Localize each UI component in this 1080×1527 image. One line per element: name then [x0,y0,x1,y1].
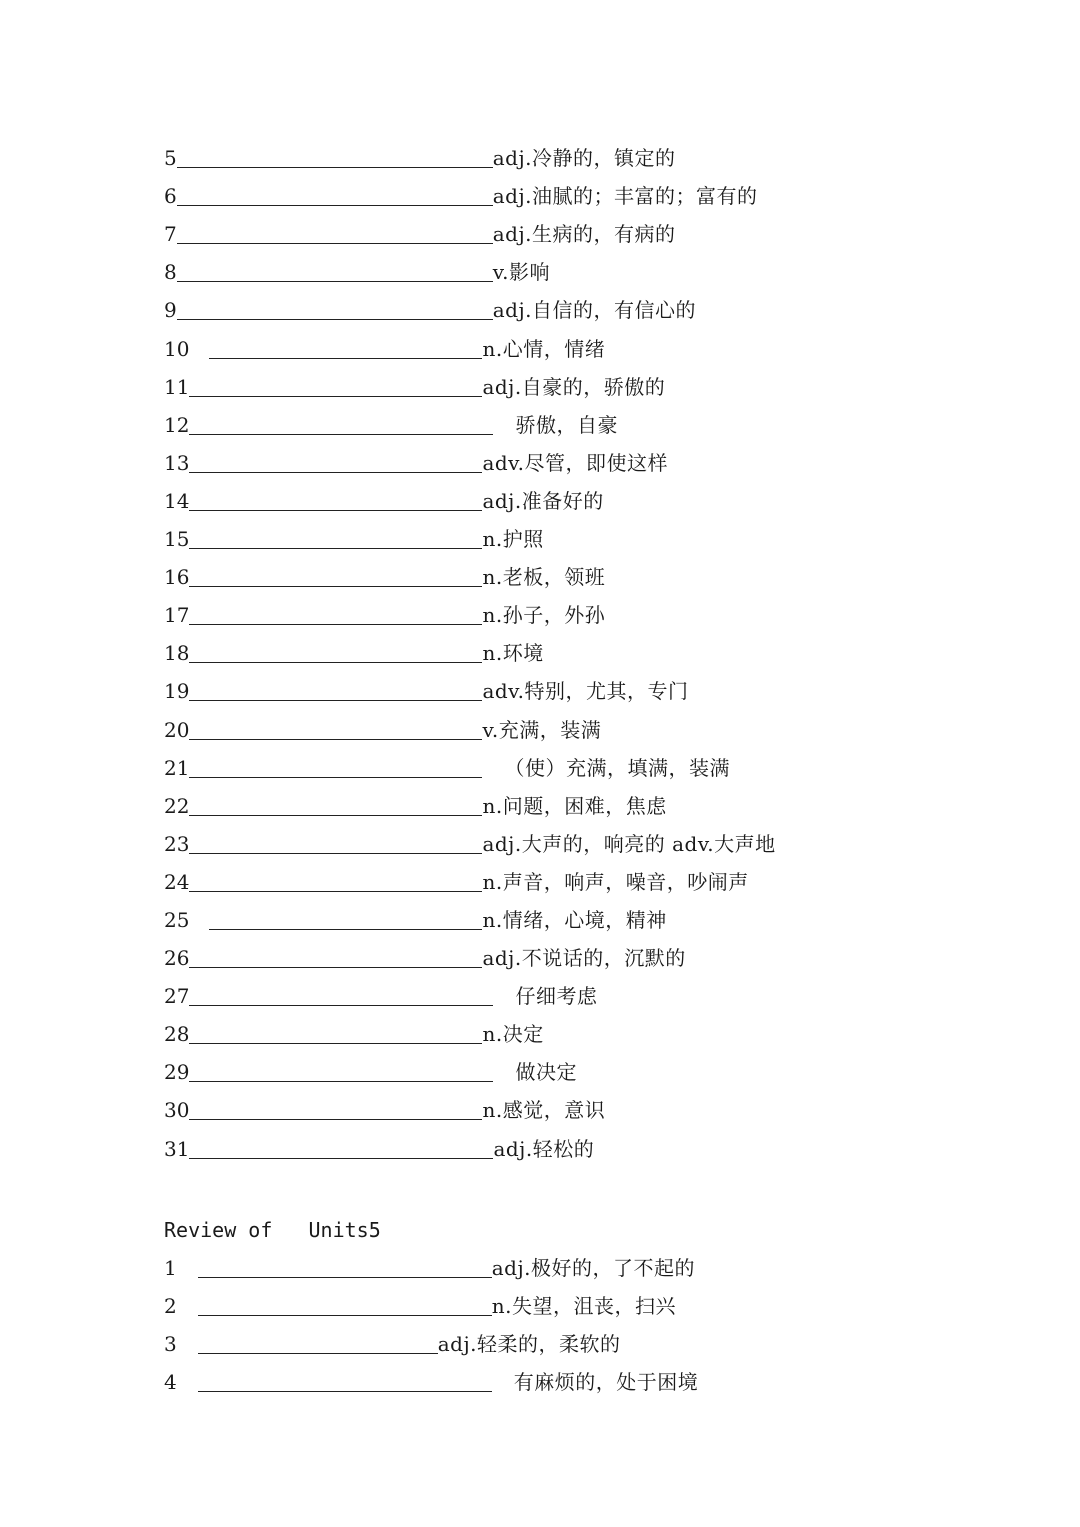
item-number: 23 [164,831,190,856]
answer-blank[interactable] [198,1289,492,1316]
item-definition: adj.大声的，响亮的 adv.大声地 [482,831,776,856]
item-number: 15 [164,527,190,552]
answer-blank[interactable] [177,179,493,206]
item-number: 21 [164,755,190,780]
answer-blank[interactable] [189,522,482,549]
answer-blank[interactable] [189,827,482,854]
answer-blank[interactable] [189,979,493,1006]
vocab-item-11 [164,365,924,403]
answer-blank[interactable] [177,141,493,168]
answer-blank[interactable] [189,1132,493,1159]
vocab-item-19 [164,669,924,707]
item-number: 8 [164,260,177,285]
answer-blank[interactable] [189,865,482,892]
vocab-item-26 [164,936,924,974]
answer-blank[interactable] [189,484,482,511]
review-item-1 [164,1246,924,1284]
item-number: 1 [164,1256,177,1281]
vocab-item-25 [164,898,924,936]
item-number: 6 [164,184,177,209]
item-number: 13 [164,450,190,475]
review-item-4 [164,1360,924,1398]
vocab-item-29 [164,1050,924,1088]
answer-blank[interactable] [198,1327,438,1354]
vocab-item-16 [164,555,924,593]
answer-blank[interactable] [189,636,482,663]
vocab-item-8 [164,250,924,288]
item-number: 27 [164,984,190,1009]
answer-blank[interactable] [189,598,482,625]
review-item-3 [164,1322,924,1360]
item-number: 29 [164,1060,190,1085]
item-definition: adj.极好的，了不起的 [491,1256,696,1281]
section-heading [164,1208,924,1246]
vocab-item-5 [164,136,924,174]
vocab-item-18 [164,631,924,669]
vocab-item-23 [164,822,924,860]
answer-blank[interactable] [189,446,482,473]
item-definition: n.孙子，外孙 [482,603,606,628]
answer-blank[interactable] [198,1365,492,1392]
vocab-item-24 [164,860,924,898]
item-number: 26 [164,946,190,971]
item-definition: n.情绪，心境，精神 [482,907,667,932]
heading-prefix: Review of [164,1218,273,1242]
item-definition: adj.自豪的，骄傲的 [482,374,666,399]
item-number: 30 [164,1098,190,1123]
vocab-item-28 [164,1012,924,1050]
item-definition: 做决定 [515,1060,577,1085]
vocab-item-6 [164,174,924,212]
vocab-list-continued [164,136,924,1165]
answer-blank[interactable] [189,713,482,740]
item-definition: n.失望，沮丧，扫兴 [491,1294,676,1319]
item-number: 3 [164,1332,177,1357]
item-number: 18 [164,641,190,666]
vocab-item-10 [164,326,924,364]
answer-blank[interactable] [189,370,482,397]
item-number: 31 [164,1136,190,1161]
item-definition: adv.尽管，即使这样 [482,450,668,475]
item-number: 24 [164,869,190,894]
vocab-item-12 [164,403,924,441]
review-item-2 [164,1284,924,1322]
item-definition: n.声音，响声，噪音，吵闹声 [482,869,749,894]
answer-blank[interactable] [209,903,482,930]
item-definition: adj.不说话的，沉默的 [482,946,686,971]
item-definition: n.环境 [482,641,544,666]
item-definition: adv.特别，尤其，专门 [482,679,689,704]
item-definition: adj.油腻的；丰富的；富有的 [492,184,758,209]
answer-blank[interactable] [189,1055,493,1082]
vocab-item-14 [164,479,924,517]
item-definition: n.问题，困难，焦虑 [482,793,667,818]
answer-blank[interactable] [189,674,482,701]
answer-blank[interactable] [189,941,482,968]
vocab-item-7 [164,212,924,250]
answer-blank[interactable] [189,1017,482,1044]
item-number: 14 [164,488,190,513]
item-definition: v.充满，装满 [482,717,602,742]
item-definition: 有麻烦的，处于困境 [513,1370,699,1395]
item-number: 7 [164,222,177,247]
item-number: 19 [164,679,190,704]
item-definition: n.老板，领班 [482,565,606,590]
item-definition: n.决定 [482,1022,544,1047]
answer-blank[interactable] [198,1251,492,1278]
vocab-item-13 [164,441,924,479]
item-number: 12 [164,412,190,437]
item-number: 16 [164,565,190,590]
answer-blank[interactable] [189,560,482,587]
item-definition: 仔细考虑 [515,984,598,1009]
item-definition: adj.轻柔的，柔软的 [437,1332,621,1357]
item-number: 10 [164,336,190,361]
item-number: 28 [164,1022,190,1047]
item-number: 25 [164,907,190,932]
item-number: 17 [164,603,190,628]
item-definition: n.心情，情绪 [482,336,606,361]
item-definition: adj.自信的，有信心的 [492,298,697,323]
item-definition: 骄傲，自豪 [515,412,618,437]
item-definition: adj.准备好的 [482,488,604,513]
item-number: 4 [164,1370,177,1395]
answer-blank[interactable] [177,217,493,244]
answer-blank[interactable] [189,751,482,778]
item-definition: n.护照 [482,527,544,552]
item-definition: v.影响 [492,260,551,285]
answer-blank[interactable] [177,255,493,282]
vocab-item-22 [164,784,924,822]
vocab-item-9 [164,288,924,326]
item-number: 5 [164,146,177,171]
vocab-item-21 [164,746,924,784]
item-definition: adj.轻松的 [493,1136,595,1161]
item-number: 2 [164,1294,177,1319]
answer-blank[interactable] [189,1093,482,1120]
item-definition: （使）充满，填满，装满 [504,755,730,780]
item-number: 9 [164,298,177,323]
review-section [164,1208,924,1398]
vocab-item-27 [164,974,924,1012]
answer-blank[interactable] [189,789,482,816]
vocab-item-15 [164,517,924,555]
vocab-item-31 [164,1126,924,1164]
item-number: 11 [164,374,190,399]
item-definition: adj.生病的，有病的 [492,222,676,247]
item-number: 20 [164,717,190,742]
heading-unit: Units5 [308,1218,381,1242]
answer-blank[interactable] [209,332,482,359]
item-definition: n.感觉，意识 [482,1098,606,1123]
item-definition: adj.冷静的，镇定的 [492,146,676,171]
answer-blank[interactable] [189,408,493,435]
answer-blank[interactable] [177,293,493,320]
vocab-item-20 [164,707,924,745]
vocab-item-17 [164,593,924,631]
item-number: 22 [164,793,190,818]
vocab-item-30 [164,1088,924,1126]
